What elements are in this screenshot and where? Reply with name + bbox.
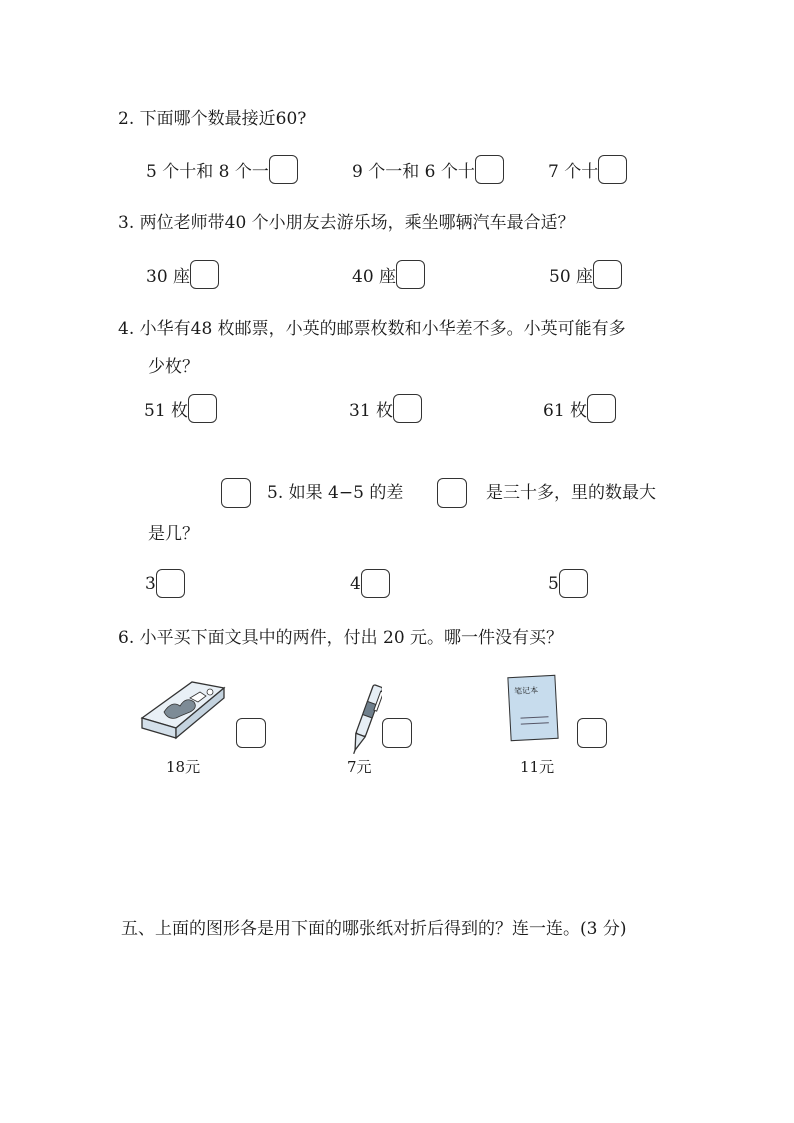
minus-sign: −	[338, 483, 354, 503]
price-pencil-case: 18元	[166, 758, 201, 776]
answer-box[interactable]	[269, 155, 298, 184]
q3-option-b	[352, 260, 425, 289]
q2-option-c-label: 7 个十	[548, 162, 599, 182]
q5-option-b	[350, 569, 390, 598]
section-five-title: 五、上面的图形各是用下面的哪张纸对折后得到的？连一连。(3 分)	[121, 919, 627, 939]
q5-option-c-label: 5	[548, 573, 559, 594]
q2-option-a-label: 5 个十和 8 个一	[146, 162, 269, 182]
pen-icon	[350, 680, 382, 760]
notebook-label: 笔记本	[513, 685, 539, 696]
q3-option-b-label: 40 座	[352, 267, 397, 287]
answer-box[interactable]	[188, 394, 217, 423]
q4-title-continued: 少枚？	[148, 357, 199, 377]
notebook-icon	[507, 675, 558, 741]
answer-box[interactable]	[593, 260, 622, 289]
answer-box[interactable]	[156, 569, 185, 598]
q4-option-b-label: 31 枚	[349, 401, 394, 421]
q5-title-part1	[267, 482, 403, 504]
q5-option-a-label: 3	[145, 573, 156, 594]
answer-box[interactable]	[475, 155, 504, 184]
blank-box[interactable]	[437, 478, 467, 508]
answer-box[interactable]	[361, 569, 390, 598]
q2-option-b-label: 9 个一和 6 个十	[352, 162, 475, 182]
answer-box[interactable]	[577, 718, 607, 748]
q5-title-pre: 5. 如果 4	[267, 483, 339, 503]
q3-title: 3. 两位老师带40 个小朋友去游乐场，乘坐哪辆汽车最合适？	[118, 213, 575, 233]
q4-option-a	[144, 394, 217, 423]
answer-box[interactable]	[190, 260, 219, 289]
q4-option-b	[349, 394, 422, 423]
price-notebook: 11元	[520, 758, 555, 776]
notebook-line	[521, 722, 549, 724]
q2-option-b	[352, 155, 504, 184]
pencil-case-icon	[136, 676, 228, 746]
q3-option-c	[549, 260, 622, 289]
q4-option-a-label: 51 枚	[144, 401, 189, 421]
answer-box[interactable]	[382, 718, 412, 748]
notebook-line	[520, 716, 548, 718]
price-pen: 7元	[347, 758, 372, 776]
q5-title-mid: 5 的差	[353, 483, 404, 503]
answer-box[interactable]	[396, 260, 425, 289]
q2-option-a	[146, 155, 298, 184]
answer-box[interactable]	[598, 155, 627, 184]
q5-option-a	[145, 569, 185, 598]
q4-option-c	[543, 394, 616, 423]
q5-option-c	[548, 569, 588, 598]
q6-title: 6. 小平买下面文具中的两件，付出 20 元。哪一件没有买？	[118, 628, 564, 648]
q5-title-part2: 是三十多，里的数最大	[486, 483, 656, 503]
blank-box[interactable]	[221, 478, 251, 508]
q5-title-continued: 是几？	[148, 524, 199, 544]
answer-box[interactable]	[393, 394, 422, 423]
q3-option-a-label: 30 座	[146, 267, 191, 287]
q5-option-b-label: 4	[350, 573, 361, 594]
q4-title: 4. 小华有48 枚邮票，小英的邮票枚数和小华差不多。小英可能有多	[118, 319, 626, 339]
q4-option-c-label: 61 枚	[543, 401, 588, 421]
answer-box[interactable]	[587, 394, 616, 423]
q2-option-c	[548, 155, 627, 184]
q3-option-c-label: 50 座	[549, 267, 594, 287]
q3-option-a	[146, 260, 219, 289]
answer-box[interactable]	[236, 718, 266, 748]
answer-box[interactable]	[559, 569, 588, 598]
q2-title: 2. 下面哪个数最接近60?	[118, 109, 307, 129]
